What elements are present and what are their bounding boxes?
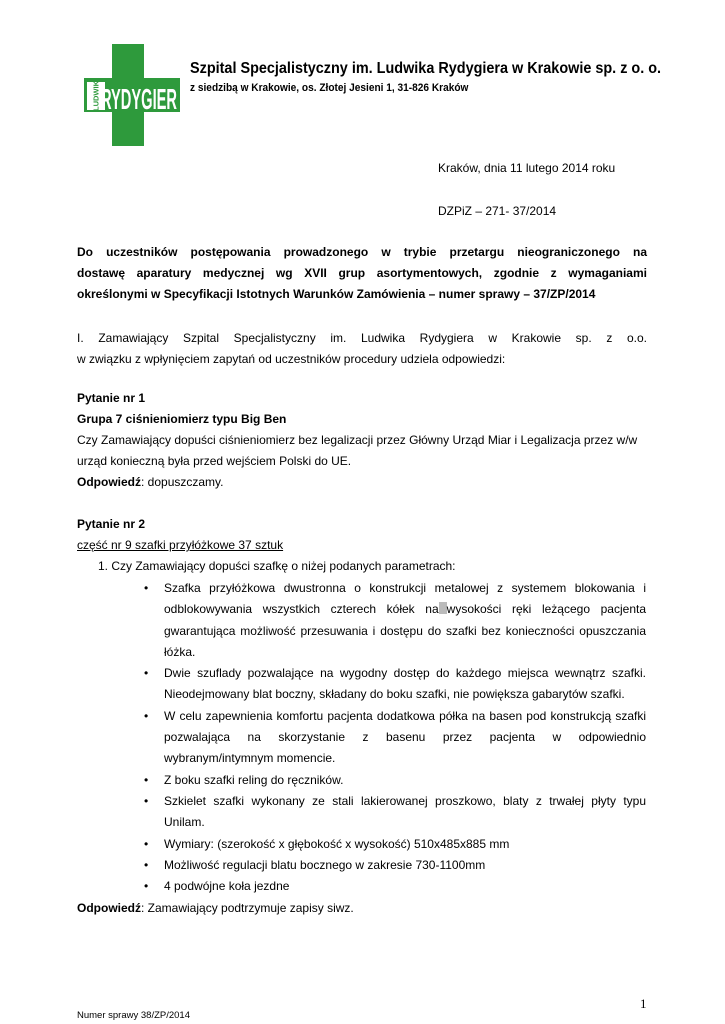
text-line: 4 podwójne koła jezdne (164, 879, 290, 894)
text-line: Szafka przyłóżkowa dwustronna o konstrukcji metalowej z systemem blokowania i (164, 581, 646, 595)
highlight-mark (439, 602, 447, 614)
page-number: 1 (640, 996, 647, 1011)
logo-small-text: LUDWIK (91, 81, 101, 111)
hospital-address: z siedzibą w Krakowie, os. Złotej Jesieni 1, 31-826 Kraków (190, 82, 469, 94)
list-item (140, 770, 646, 791)
text-line: określonymi w Specyfikacji Istotnych Warunków Zamówienia – numer sprawy – 37/ZP/2014 (77, 287, 596, 301)
question-2-title: Pytanie nr 2 (77, 517, 146, 531)
text-line: Unilam. (164, 815, 205, 830)
place-date: Kraków, dnia 11 lutego 2014 roku (438, 161, 616, 175)
text-line: I. Zamawiający Szpital Specjalistyczny im. Ludwika Rydygiera w Krakowie sp. z o.o. (77, 331, 647, 345)
answer-text: : dopuszczamy. (141, 475, 224, 489)
logo-text: RYDYGIER (101, 84, 178, 116)
footer-case-number: Numer sprawy 38/ZP/2014 (77, 1010, 190, 1021)
list-item (140, 855, 646, 876)
hospital-logo (84, 44, 180, 146)
text-line: Nieodejmowany blat boczny, składany do boku szafki, nie powiększa gabarytów szafki. (164, 687, 625, 702)
list-item (140, 876, 646, 897)
text-line: Z boku szafki reling do ręczników. (164, 772, 344, 787)
text-line: gwarantująca możliwość przesuwania i dostępu do szafki bez konieczności opuszczania (164, 623, 646, 638)
bullet-icon: • (144, 793, 149, 808)
text-line (164, 599, 646, 620)
bullet-icon: • (144, 581, 149, 595)
text-line: w związku z wpłynięciem zapytań od uczestników procedury udziela odpowiedzi: (77, 352, 506, 366)
text-fragment: wysokości ręki leżącego pacjenta (446, 602, 647, 617)
question-2-numbered-item: 1. Czy Zamawiający dopuści szafkę o niżej podanych parametrach: (98, 559, 456, 573)
question-1-group: Grupa 7 ciśnieniomierz typu Big Ben (77, 412, 287, 426)
reference-number: DZPiZ – 271- 37/2014 (438, 204, 557, 218)
text-line: Wymiary: (szerokość x głębokość x wysokość) 510x485x885 mm (164, 836, 510, 851)
question-1-text: urząd konieczną była przed wejściem Polski do UE. (77, 454, 352, 468)
text-line: W celu zapewnienia komfortu pacjenta dodatkowa półka na basen pod konstrukcją szafki (164, 708, 646, 723)
list-item (140, 791, 646, 834)
text-line: Do uczestników postępowania prowadzonego w trybie przetargu nieograniczonego na (77, 245, 647, 259)
text-line: Szkielet szafki wykonany ze stali lakierowanej proszkowo, blaty z trwałej płyty typu (164, 793, 646, 808)
bullet-icon: • (144, 836, 149, 851)
list-item (140, 706, 646, 770)
text-line: Możliwość regulacji blatu bocznego w zakresie 730-1100mm (164, 857, 486, 872)
text-fragment: odblokowywania wszystkich czterech kółek na (164, 602, 439, 617)
bullet-icon: • (144, 857, 149, 872)
section-i-paragraph (77, 328, 647, 370)
text-line: wybranym/intymnym momencie. (164, 751, 336, 766)
list-item (140, 834, 646, 855)
answer-text: : Zamawiający podtrzymuje zapisy siwz. (141, 901, 354, 915)
bullet-icon: • (144, 879, 149, 894)
hospital-name: Szpital Specjalistyczny im. Ludwika Rydygiera w Krakowie sp. z o. o. (190, 60, 662, 77)
specification-list (140, 578, 646, 897)
question-1-title: Pytanie nr 1 (77, 391, 146, 405)
bullet-icon: • (144, 666, 149, 681)
answer-label: Odpowiedź (77, 901, 141, 915)
list-item (140, 578, 646, 663)
question-2-part: część nr 9 szafki przyłóżkowe 37 sztuk (77, 538, 284, 552)
bullet-icon: • (144, 708, 149, 723)
text-line: łóżka. (164, 644, 196, 659)
answer-label: Odpowiedź (77, 475, 141, 489)
addressee-paragraph (77, 242, 647, 305)
list-item (140, 663, 646, 706)
question-1-text: Czy Zamawiający dopuści ciśnieniomierz bez legalizacji przez Główny Urząd Miar i Legalizacja przez w/w (77, 433, 638, 447)
text-line: dostawę aparatury medycznej wg XVII grup asortymentowych, zgodnie z wymaganiami (77, 266, 647, 280)
bullet-icon: • (144, 772, 149, 787)
text-line: pozwalająca na skorzystanie z basenu przez pacjenta w odpowiednio (164, 730, 646, 745)
question-2-answer (77, 901, 354, 915)
question-1-answer (77, 475, 223, 489)
text-line: Dwie szuflady pozwalające na wygodny dostęp do każdego miejsca wewnątrz szafki. (164, 666, 646, 681)
